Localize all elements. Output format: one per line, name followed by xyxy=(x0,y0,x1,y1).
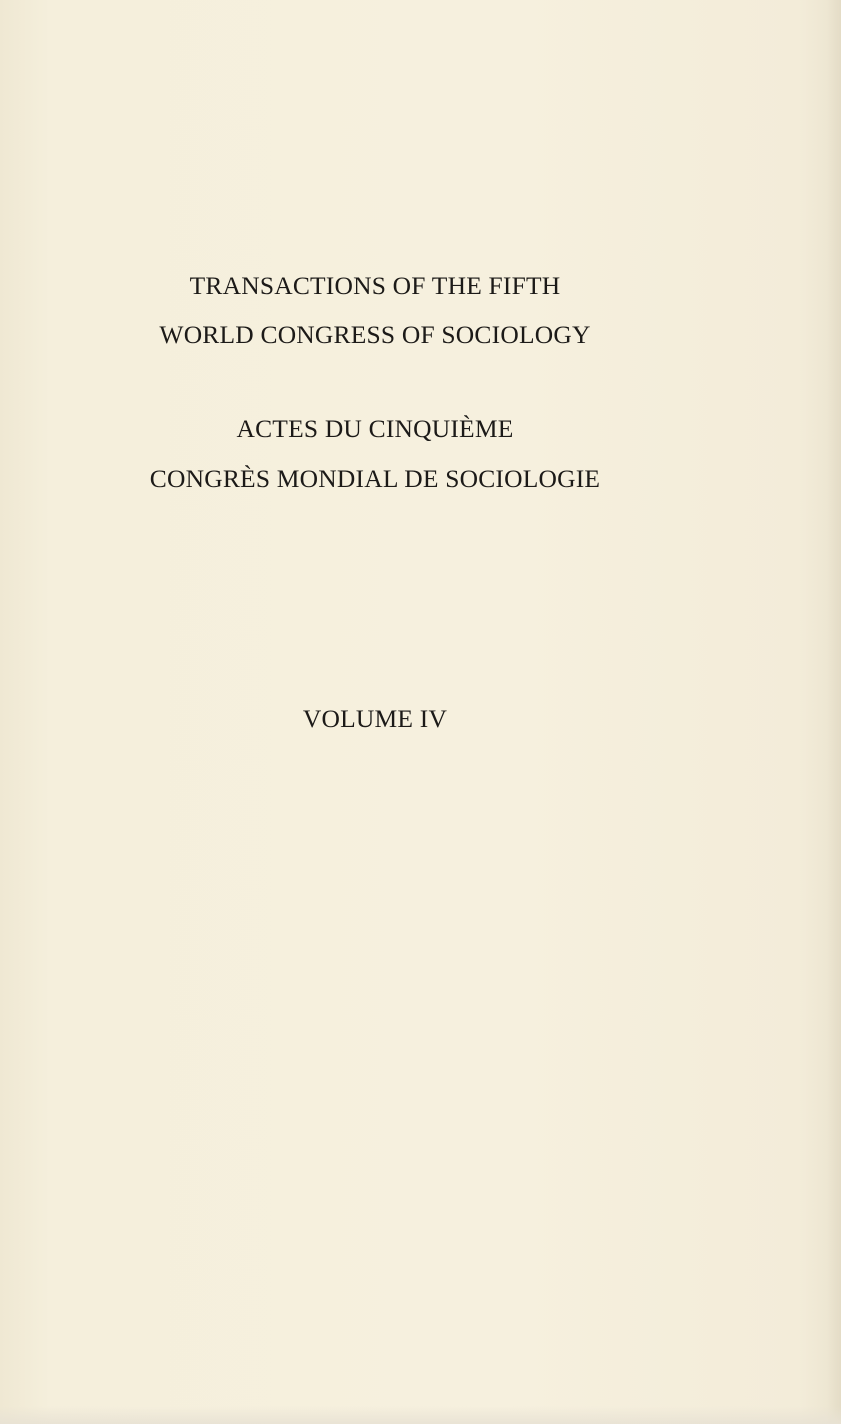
title-english-line-1: TRANSACTIONS OF THE FIFTH xyxy=(189,271,561,300)
title-french-line-1: ACTES DU CINQUIÈME xyxy=(236,414,514,443)
title-english-line-2: WORLD CONGRESS OF SOCIOLOGY xyxy=(159,320,591,349)
page-edge-shadow xyxy=(827,0,841,1424)
page-bottom-edge xyxy=(0,1406,841,1424)
title-french-line-2: CONGRÈS MONDIAL DE SOCIOLOGIE xyxy=(149,464,601,493)
volume-label: VOLUME IV xyxy=(302,704,448,733)
